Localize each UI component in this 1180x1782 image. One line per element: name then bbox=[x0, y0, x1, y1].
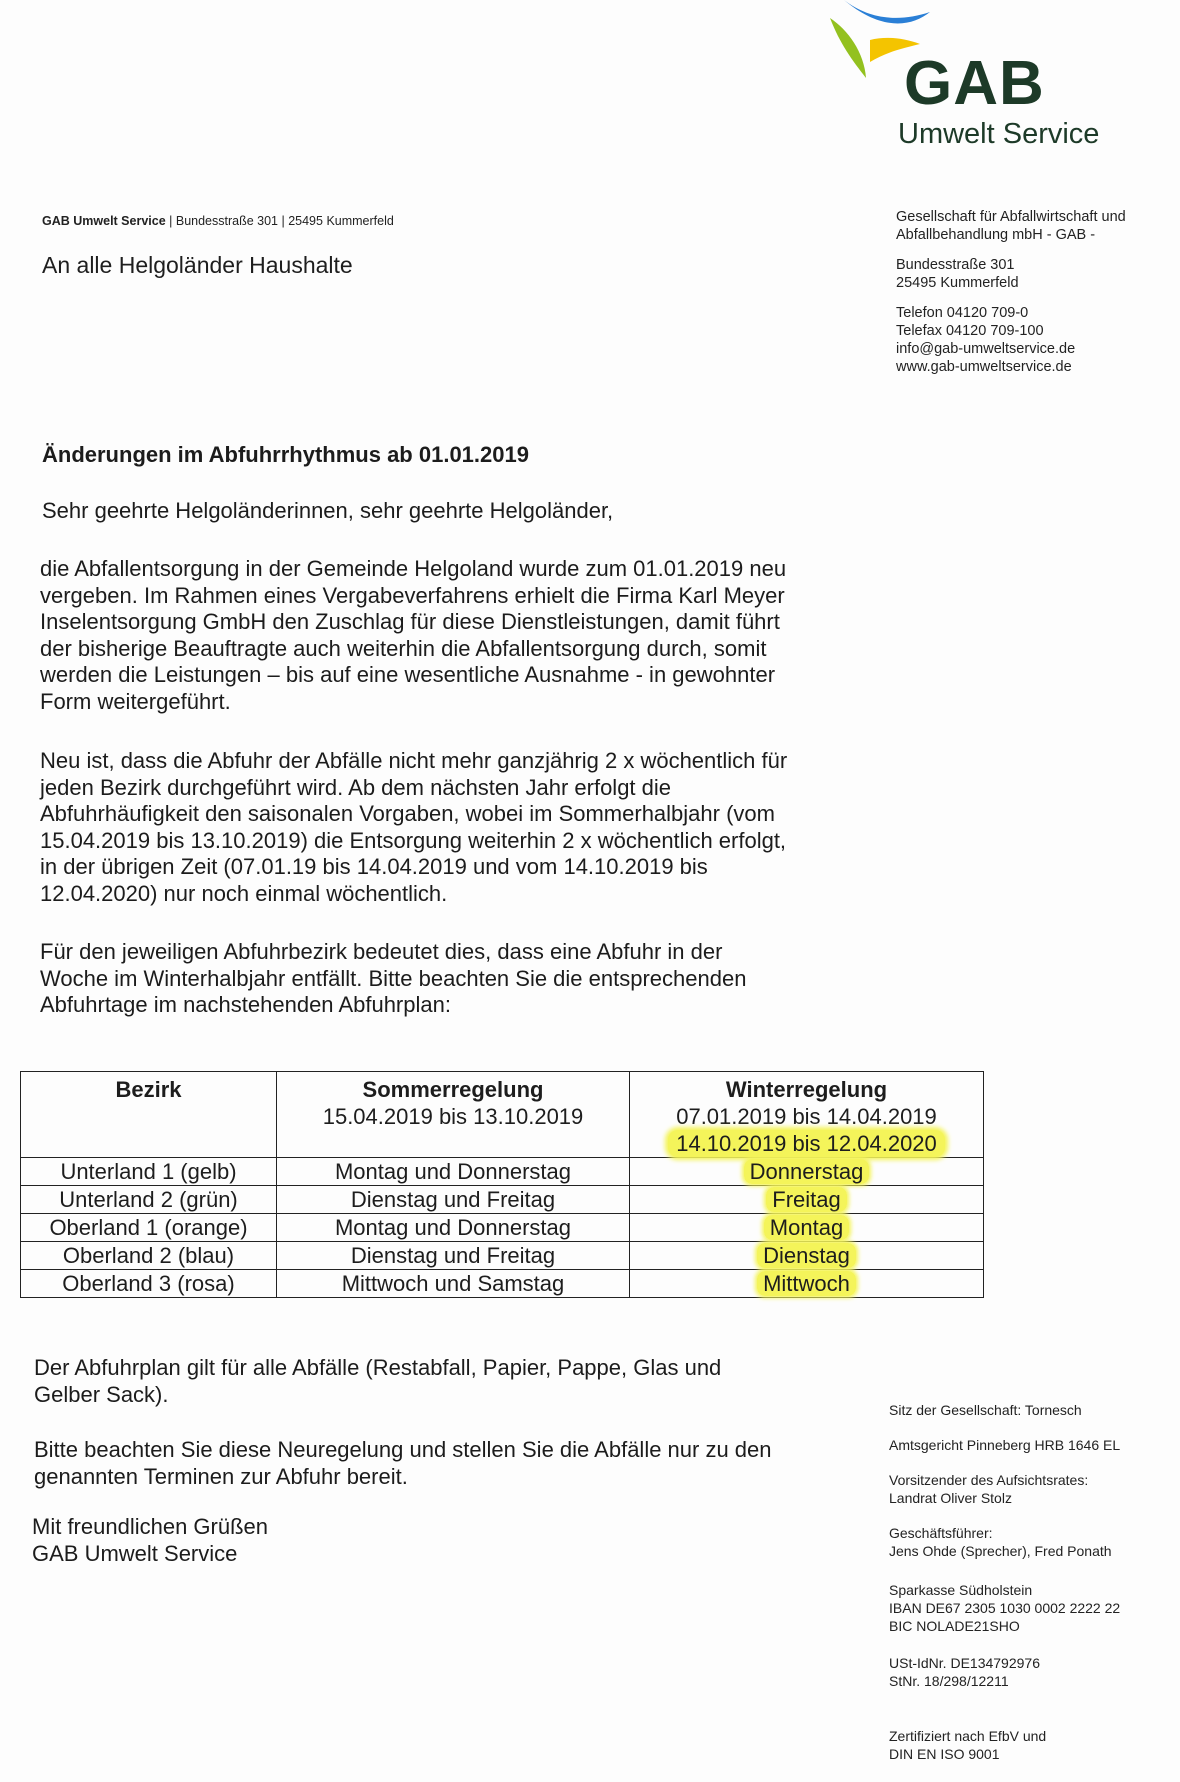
legal-tax bbox=[889, 1654, 1169, 1690]
legal-bank bbox=[889, 1581, 1169, 1635]
highlighted-day: Dienstag bbox=[757, 1243, 856, 1268]
header-title: Bezirk bbox=[115, 1077, 182, 1102]
legal-line: BIC NOLADE21SHO bbox=[889, 1618, 1020, 1634]
company-info bbox=[896, 208, 1166, 376]
cell-sommer: Montag und Donnerstag bbox=[277, 1158, 630, 1186]
legal-line: Sparkasse Südholstein bbox=[889, 1582, 1033, 1598]
paragraph-line: Neu ist, dass die Abfuhr der Abfälle nicht mehr ganzjährig 2 x wöchentlich für bbox=[40, 748, 788, 773]
legal-line: IBAN DE67 2305 1030 0002 2222 22 bbox=[889, 1600, 1121, 1616]
paragraph-line: Gelber Sack). bbox=[34, 1381, 169, 1407]
cell-bezirk: Unterland 1 (gelb) bbox=[21, 1158, 277, 1186]
company-info-line: Abfallbehandlung mbH - GAB - bbox=[896, 227, 1096, 243]
legal-court bbox=[889, 1436, 1169, 1454]
closing-line: Mit freundlichen Grüßen bbox=[32, 1514, 268, 1539]
legal-line: Sitz der Gesellschaft: Tornesch bbox=[889, 1402, 1082, 1418]
company-info-line: Bundesstraße 301 bbox=[896, 257, 1015, 273]
recipient: An alle Helgoländer Haushalte bbox=[42, 252, 353, 278]
paragraph-line: Woche im Winterhalbjahr entfällt. Bitte beachten Sie die entsprechenden bbox=[40, 965, 747, 991]
company-logo bbox=[830, 0, 1130, 150]
cell-bezirk: Oberland 3 (rosa) bbox=[21, 1270, 277, 1298]
cell-bezirk: Oberland 2 (blau) bbox=[21, 1242, 277, 1270]
greeting: Sehr geehrte Helgoländerinnen, sehr geehrte Helgoländer, bbox=[42, 498, 614, 523]
legal-line: Vorsitzender des Aufsichtsrates: bbox=[889, 1472, 1089, 1488]
paragraph-line: Für den jeweiligen Abfuhrbezirk bedeutet dies, dass eine Abfuhr in der bbox=[40, 939, 723, 964]
highlighted-day: Freitag bbox=[766, 1187, 846, 1212]
cell-winter bbox=[630, 1242, 984, 1270]
company-email[interactable]: info@gab-umweltservice.de bbox=[896, 341, 1076, 357]
paragraph-line: Form weitergeführt. bbox=[40, 688, 231, 714]
paragraph-5 bbox=[34, 1437, 854, 1490]
paragraph-line: Inselentsorgung GmbH den Zuschlag für diese Dienstleistungen, damit führt bbox=[40, 609, 780, 634]
table-row bbox=[21, 1270, 984, 1298]
table-row bbox=[21, 1214, 984, 1242]
highlighted-day: Mittwoch bbox=[757, 1271, 856, 1296]
paragraph-line: werden die Leistungen – bis auf eine wesentliche Ausnahme - in gewohnter bbox=[40, 662, 776, 687]
legal-line: Geschäftsführer: bbox=[889, 1525, 993, 1541]
paragraph-line: der bisherige Beauftragte auch weiterhin die Abfallentsorgung durch, somit bbox=[40, 635, 767, 661]
table-header-row bbox=[21, 1072, 984, 1158]
paragraph-1 bbox=[40, 556, 860, 715]
legal-line: DIN EN ISO 9001 bbox=[889, 1746, 1000, 1762]
sender-name: GAB Umwelt Service bbox=[42, 214, 166, 228]
paragraph-line: jeden Bezirk durchgeführt wird. Ab dem nächsten Jahr erfolgt die bbox=[40, 774, 672, 800]
paragraph-2 bbox=[40, 748, 860, 907]
highlighted-day: Montag bbox=[764, 1215, 849, 1240]
table-row bbox=[21, 1158, 984, 1186]
legal-line: Landrat Oliver Stolz bbox=[889, 1490, 1012, 1506]
header-bezirk bbox=[21, 1072, 277, 1158]
company-info-line: Telefax 04120 709-100 bbox=[896, 323, 1044, 339]
legal-seat bbox=[889, 1401, 1169, 1419]
cell-sommer: Dienstag und Freitag bbox=[277, 1186, 630, 1214]
paragraph-line: Abfuhrtage im nachstehenden Abfuhrplan: bbox=[40, 992, 451, 1017]
table-row bbox=[21, 1242, 984, 1270]
header-date-range: 15.04.2019 bis 13.10.2019 bbox=[322, 1104, 584, 1129]
legal-line: Jens Ohde (Sprecher), Fred Ponath bbox=[889, 1543, 1112, 1559]
legal-board bbox=[889, 1471, 1169, 1507]
cell-bezirk: Unterland 2 (grün) bbox=[21, 1186, 277, 1214]
table-row bbox=[21, 1186, 984, 1214]
legal-management bbox=[889, 1524, 1169, 1560]
legal-line: StNr. 18/298/12211 bbox=[889, 1673, 1009, 1689]
cell-winter bbox=[630, 1158, 984, 1186]
company-info-line: Telefon 04120 709-0 bbox=[896, 305, 1029, 321]
paragraph-4 bbox=[34, 1355, 854, 1408]
paragraph-line: die Abfallentsorgung in der Gemeinde Helgoland wurde zum 01.01.2019 neu bbox=[40, 556, 787, 581]
legal-line: Zertifiziert nach EfbV und bbox=[889, 1728, 1047, 1744]
header-title: Winterregelung bbox=[725, 1077, 888, 1102]
paragraph-3 bbox=[40, 939, 860, 1019]
sender-address: | Bundesstraße 301 | 25495 Kummerfeld bbox=[165, 214, 394, 228]
logo-title: GAB bbox=[904, 49, 1045, 118]
paragraph-line: vergeben. Im Rahmen eines Vergabeverfahrens erhielt die Firma Karl Meyer bbox=[40, 582, 785, 608]
header-winter bbox=[630, 1072, 984, 1158]
header-sommer bbox=[277, 1072, 630, 1158]
company-info-line: Gesellschaft für Abfallwirtschaft und bbox=[896, 209, 1126, 225]
paragraph-line: Der Abfuhrplan gilt für alle Abfälle (Restabfall, Papier, Pappe, Glas und bbox=[34, 1355, 722, 1380]
subject: Änderungen im Abfuhrrhythmus ab 01.01.2019 bbox=[42, 442, 529, 467]
closing bbox=[32, 1513, 268, 1567]
paragraph-line: 15.04.2019 bis 13.10.2019) die Entsorgung weiterhin 2 x wöchentlich erfolgt, bbox=[40, 827, 787, 853]
legal-line: USt-IdNr. DE134792976 bbox=[889, 1655, 1040, 1671]
logo-subtitle: Umwelt Service bbox=[898, 118, 1100, 150]
cell-sommer: Mittwoch und Samstag bbox=[277, 1270, 630, 1298]
cell-sommer: Montag und Donnerstag bbox=[277, 1214, 630, 1242]
header-date-range-highlighted: 14.10.2019 bis 12.04.2020 bbox=[668, 1130, 945, 1157]
signature-name: GAB Umwelt Service bbox=[32, 1541, 238, 1566]
legal-certification bbox=[889, 1727, 1169, 1763]
paragraph-line: 12.04.2020) nur noch einmal wöchentlich. bbox=[40, 880, 448, 906]
company-website[interactable]: www.gab-umweltservice.de bbox=[896, 359, 1072, 375]
cell-sommer: Dienstag und Freitag bbox=[277, 1242, 630, 1270]
paragraph-line: in der übrigen Zeit (07.01.19 bis 14.04.2019 und vom 14.10.2019 bis bbox=[40, 854, 708, 879]
cell-bezirk: Oberland 1 (orange) bbox=[21, 1214, 277, 1242]
paragraph-line: Abfuhrhäufigkeit den saisonalen Vorgaben, wobei im Sommerhalbjahr (vom bbox=[40, 801, 775, 826]
cell-winter bbox=[630, 1270, 984, 1298]
sender-line bbox=[42, 214, 394, 228]
legal-line: Amtsgericht Pinneberg HRB 1646 EL bbox=[889, 1437, 1121, 1453]
company-info-line: 25495 Kummerfeld bbox=[896, 275, 1019, 291]
cell-winter bbox=[630, 1186, 984, 1214]
highlighted-day: Donnerstag bbox=[744, 1159, 870, 1184]
cell-winter bbox=[630, 1214, 984, 1242]
schedule-table bbox=[20, 1071, 984, 1298]
paragraph-line: Bitte beachten Sie diese Neuregelung und stellen Sie die Abfälle nur zu den bbox=[34, 1437, 772, 1462]
paragraph-line: genannten Terminen zur Abfuhr bereit. bbox=[34, 1463, 408, 1489]
header-title: Sommerregelung bbox=[362, 1077, 544, 1102]
header-date-range: 07.01.2019 bis 14.04.2019 bbox=[676, 1104, 937, 1129]
